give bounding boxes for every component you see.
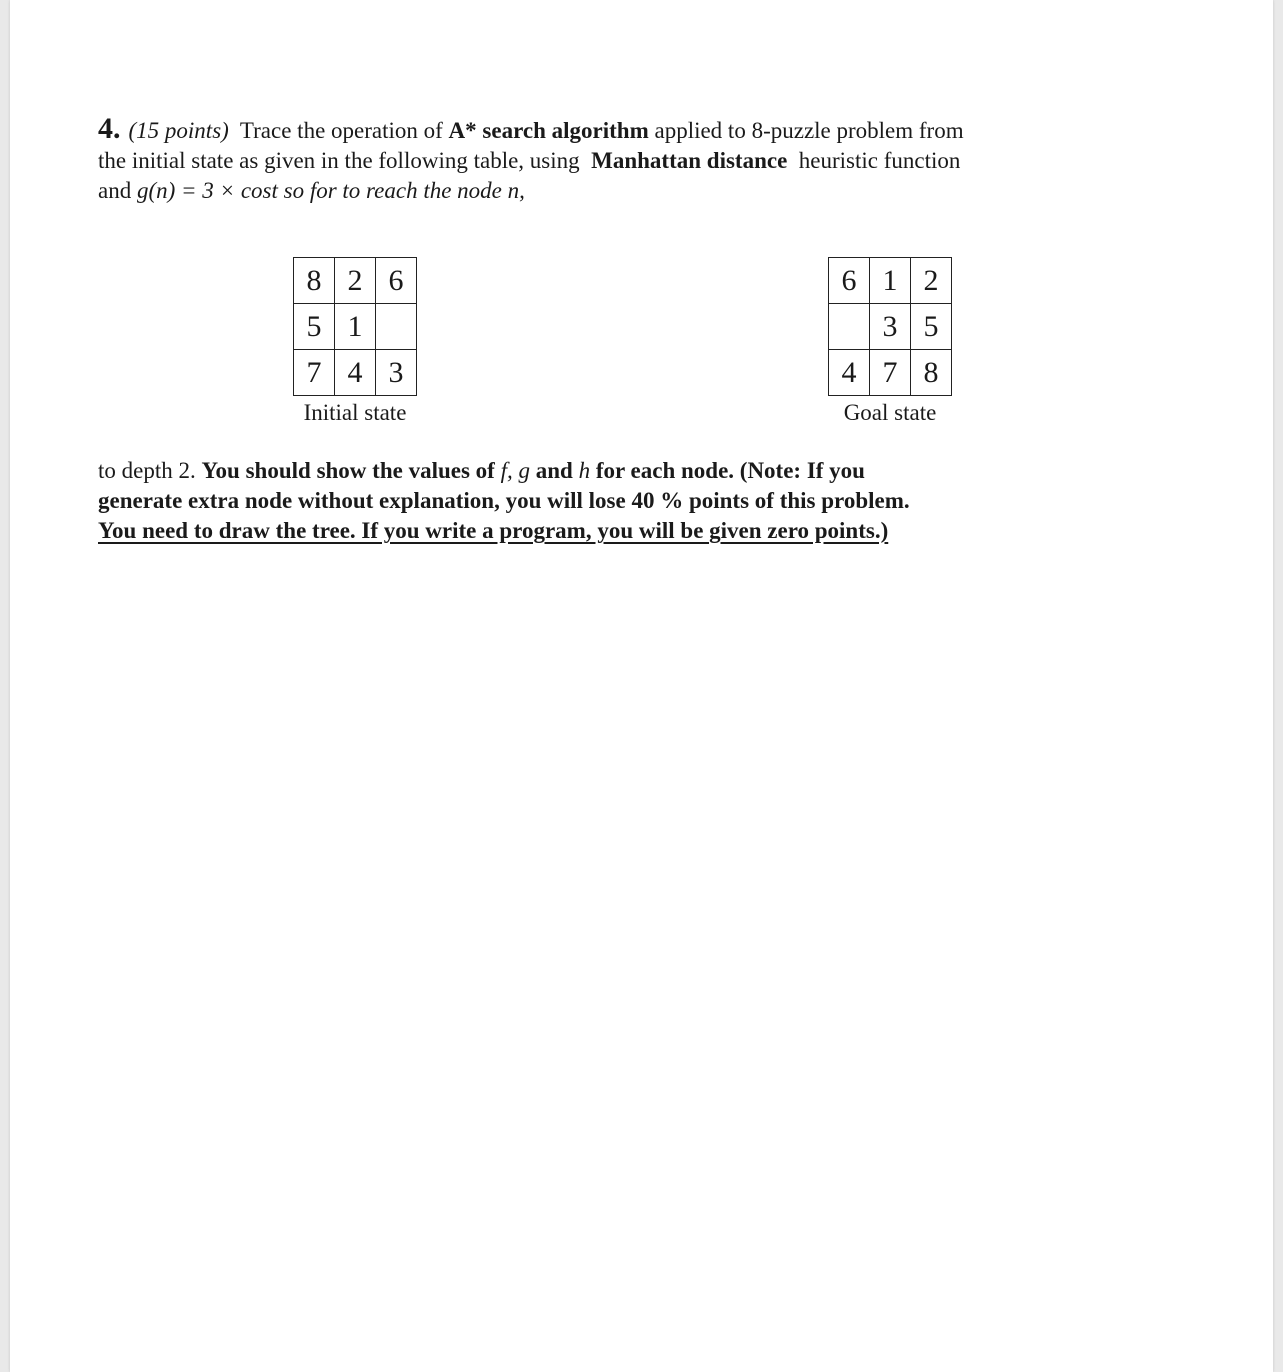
text: the initial state as given in the following table, using [98, 148, 580, 173]
instructions [98, 456, 1148, 546]
text: to depth 2. [98, 458, 196, 483]
text: You should show the values of [201, 458, 495, 483]
problem-line-3 [98, 176, 1148, 206]
text: for each node. (Note: If you [595, 458, 865, 483]
astar-term: A* [448, 118, 477, 143]
puzzle-cell: 7 [294, 350, 335, 396]
instructions-line-2: generate extra node without explanation, you will lose 40 % points of this problem. [98, 488, 910, 513]
puzzle-cell: 5 [294, 304, 335, 350]
puzzle-cell: 4 [829, 350, 870, 396]
problem-line-2 [98, 146, 1148, 176]
puzzle-cell [376, 304, 417, 350]
text: and [535, 458, 573, 483]
goal-state-puzzle [828, 257, 952, 426]
puzzle-cell: 2 [335, 258, 376, 304]
instructions-line-3: You need to draw the tree. If you write a program, you will be given zero points.) [98, 518, 889, 543]
puzzle-cell: 2 [911, 258, 952, 304]
search-algorithm-term: search algorithm [482, 118, 649, 143]
initial-state-caption: Initial state [303, 400, 407, 425]
puzzle-cell: 1 [335, 304, 376, 350]
instructions-line-1 [98, 456, 1148, 486]
document-page [10, 0, 1273, 1372]
var-g: g [518, 458, 530, 483]
puzzle-cell: 3 [870, 304, 911, 350]
manhattan-term: Manhattan distance [591, 148, 788, 173]
puzzle-cell: 6 [829, 258, 870, 304]
problem-points: (15 points) [128, 118, 229, 143]
goal-state-caption: Goal state [843, 400, 937, 425]
puzzle-cell: 8 [911, 350, 952, 396]
puzzle-cell: 7 [870, 350, 911, 396]
text: heuristic function [798, 148, 961, 173]
puzzle-cell: 6 [376, 258, 417, 304]
puzzle-cell: 8 [294, 258, 335, 304]
initial-state-puzzle [293, 257, 417, 426]
problem-line-1 [98, 114, 1148, 146]
cost-formula: g(n) = 3 × cost so for to reach the node n, [136, 178, 525, 203]
puzzle-cell: 4 [335, 350, 376, 396]
var-f: f, [500, 458, 513, 483]
text: applied to 8-puzzle problem from [654, 118, 964, 143]
puzzle-cell: 3 [376, 350, 417, 396]
puzzle-cell [829, 304, 870, 350]
problem-number: 4. [98, 112, 121, 145]
puzzle-cell: 1 [870, 258, 911, 304]
text: Trace the operation of [239, 118, 443, 143]
initial-state-grid [293, 257, 417, 396]
var-h: h [578, 458, 591, 483]
puzzle-cell: 5 [911, 304, 952, 350]
text: and [98, 178, 132, 203]
goal-state-grid [828, 257, 952, 396]
problem-statement [98, 114, 1148, 206]
